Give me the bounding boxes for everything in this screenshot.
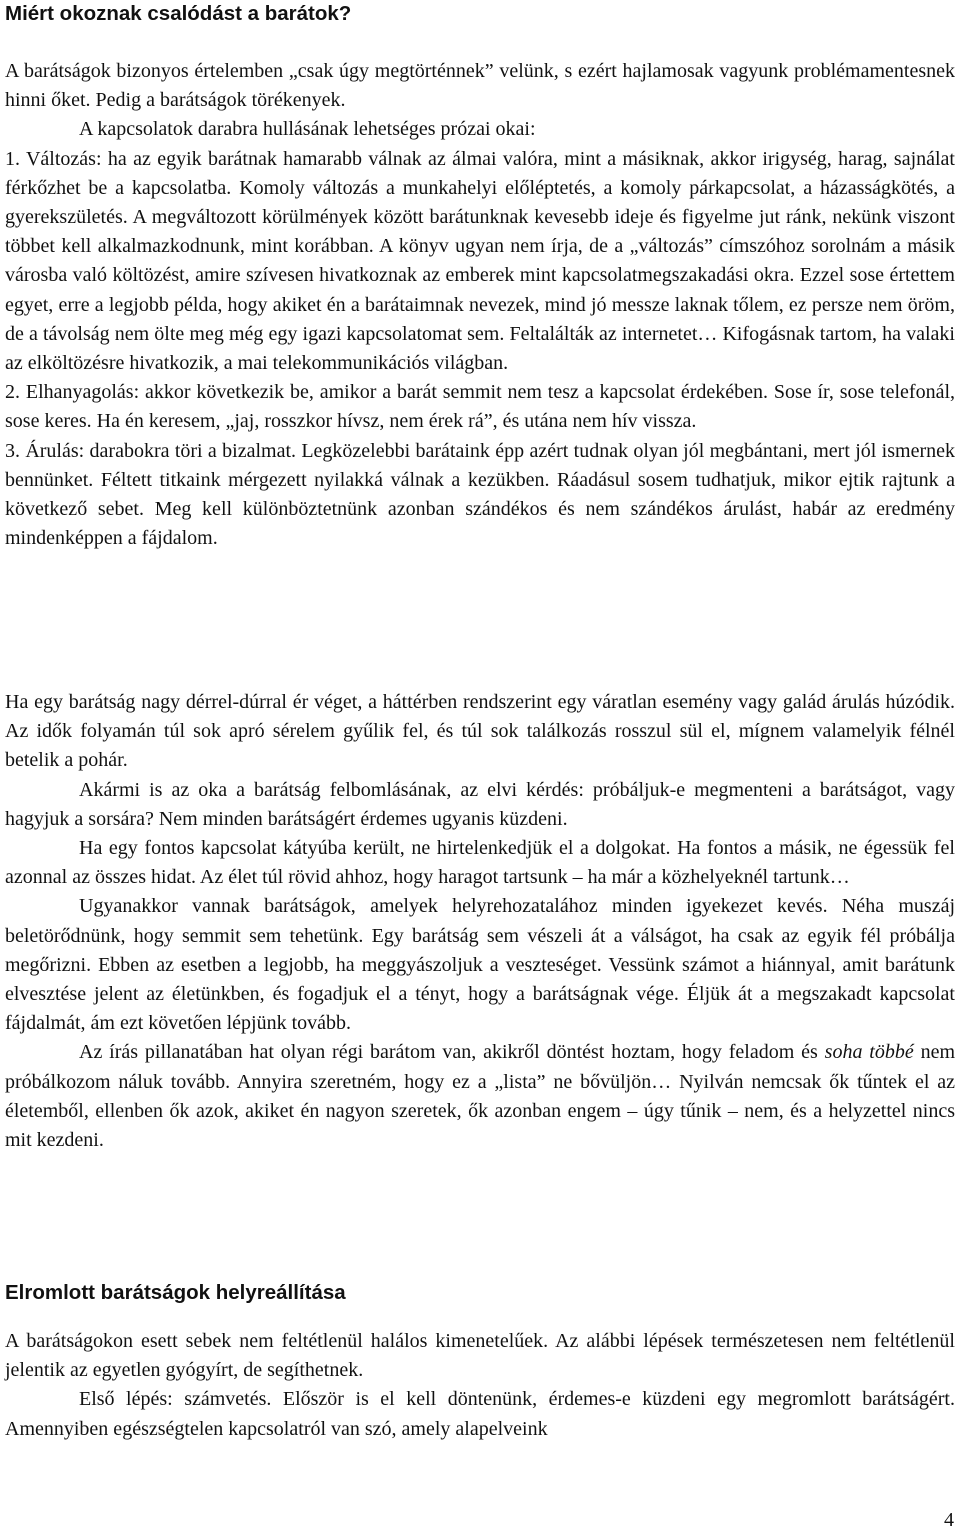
repair-paragraph-1: A barátságokon esett sebek nem feltétlenül halálos kimenetelűek. Az alábbi lépések természetesen nem feltétlenül jelentik az egyetlen gyógyírt, de segíthetnek. — [5, 1330, 955, 1382]
repair-paragraph-2: Első lépés: számvetés. Először is el kell döntenünk, érdemes-e küzdeni egy megromlott barátságért. Amennyiben egészségtelen kapcsolatról van szó, amely alapelveink — [5, 1388, 955, 1440]
body-paragraph-5 — [5, 1038, 955, 1155]
body-section — [5, 688, 955, 1155]
reason-change-paragraph: 1. Változás: ha az egyik barátnak hamarabb válnak az álmai valóra, mint a másiknak, akkor irigység, harag, sajnálat férkőzhet be a kapcsolatba. Komoly változás a munkahelyi előléptetés, a komoly párkapcsolat, a házasságkötés, a gyerekszületés. A megváltozott körülmények között barátunknak kevesebb ideje és figyelme jut ránk, nekünk viszont többet kell alkalmazkodnunk, mint korábban. A könyv ugyan nem írja, de a „változás” címszóhoz sorolnám a másik városba való költözést, amire szívesen hivatkoznak az emberek mint kapcsolatmegszakadási okra. Ezzel sose értettem egyet, erre a legjobb példa, hogy akiket én a barátaimnak nevezek, mind jó messze laknak tőlem, ez persze nem öröm, de a távolság nem ölte meg még egy igazi kapcsolatomat sem. Feltalálták az internetet… Kifogásnak tartom, ha valaki az elköltözésre hivatkozik, a mai telekommunikációs világban. — [5, 147, 955, 375]
reasons-intro-paragraph: A kapcsolatok darabra hullásának lehetséges prózai okai: — [79, 118, 536, 141]
body-paragraph-2: Akármi is az oka a barátság felbomlásának, az elvi kérdés: próbáljuk-e megmenteni a barátságot, vagy hagyjuk a sorsára? Nem minden barátságért érdemes ugyanis küzdeni. — [5, 778, 955, 830]
body-paragraph-5-start: Az írás pillanatában hat olyan régi barátom van, akikről döntést hoztam, hogy feladom és — [79, 1041, 825, 1064]
intro-paragraph: A barátságok bizonyos értelemben „csak úgy megtörténnek” velünk, s ezért hajlamosak vagyunk problémamentesnek hinni őket. Pedig a barátságok törékenyek. — [5, 60, 955, 112]
section-heading: Elromlott barátságok helyreállítása — [5, 1281, 346, 1304]
body-paragraph-4: Ugyanakkor vannak barátságok, amelyek helyrehozatalához minden igyekezet kevés. Néha muszáj beletörődnünk, hogy semmit sem tehetünk. Egy barátság sem vészeli át a válságot, ha csak az egyik fél próbálja megőrizni. Ebben az esetben a legjobb, ha meggyászoljuk a veszteséget. Vessünk számot a hiánnyal, amit barátunk elvesztése jelent az életünkben, és fogadjuk el a tényt, hogy a barátságnak vége. Éljük át a megszakadt kapcsolat fájdalmát, ám ezt követően lépjünk tovább. — [5, 895, 955, 1035]
page-title: Miért okoznak csalódást a barátok? — [5, 2, 352, 25]
intro-section — [5, 57, 955, 553]
body-paragraph-3: Ha egy fontos kapcsolat kátyúba került, ne hirtelenkedjük el a dolgokat. Ha fontos a másik, ne égessük fel azonnal az összes hidat. Az élet túl rövid ahhoz, hogy haragot tartsunk – ha már a közhelyeknél tartunk… — [5, 837, 955, 889]
reason-neglect-paragraph: 2. Elhanyagolás: akkor következik be, amikor a barát semmit nem tesz a kapcsolat érdekében. Sose ír, sose telefonál, sose keres. Ha én keresem, „jaj, rosszkor hívsz, nem érek rá”, és utána nem hív vissza. — [5, 381, 955, 433]
reason-betrayal-paragraph: 3. Árulás: darabokra töri a bizalmat. Legközelebbi barátaink épp azért tudnak olyan jól megbántani, mert jól ismernek bennünket. Féltett titkaink mérgezett nyilakká válnak a kezükben. Ráadásul sosem tudhatjuk, mikor ejtik rajtunk a következő sebet. Meg kell különböztetnünk azonban szándékos és nem szándékos árulást, habár az eredmény mindenképpen a fájdalom. — [5, 439, 955, 550]
body-paragraph-5-end: nem próbálkozom náluk tovább. Annyira szeretném, hogy ez a „lista” ne bővüljön… Nyilván nemcsak ők tűntek el az életemből, ellenben ők azok, akiket én nagyon szeretek, ők azonban engem – úgy tűnik – nem, és a helyzettel nincs mit kezdeni. — [5, 1041, 956, 1152]
emphasis-text: soha többé — [824, 1041, 914, 1064]
body-paragraph-1: Ha egy barátság nagy dérrel-dúrral ér véget, a háttérben rendszerint egy váratlan esemény vagy galád árulás húzódik. Az idők folyamán túl sok apró sérelem gyűlik fel, és túl sok találkozás rosszul sül el, mígnem valamelyik félnél betelik a pohár. — [5, 691, 955, 772]
page-number: 4 — [944, 1509, 954, 1531]
repair-section — [5, 1327, 955, 1444]
